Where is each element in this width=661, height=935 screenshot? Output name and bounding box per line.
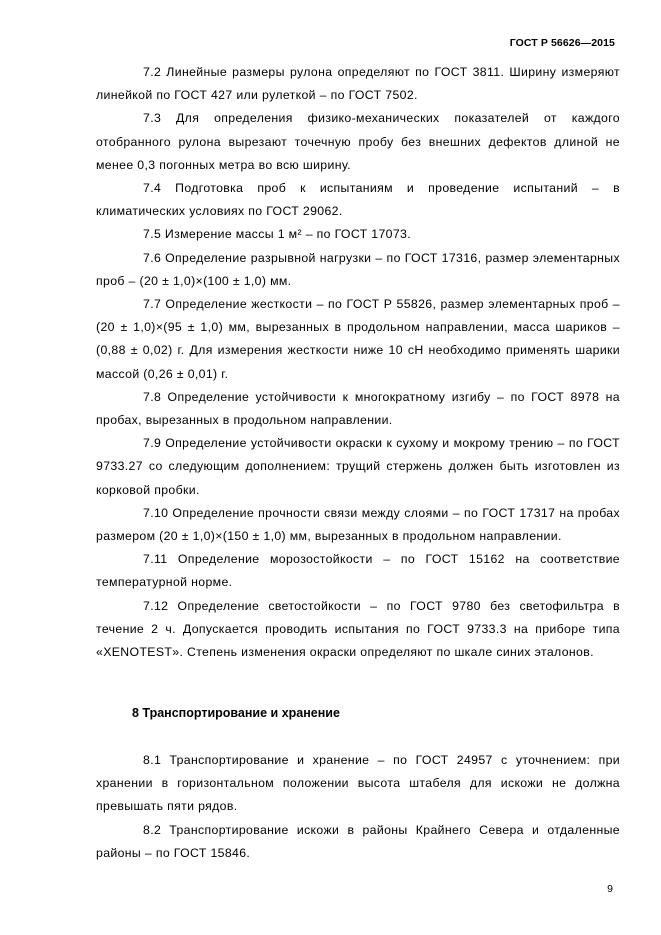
paragraph-7-10: 7.10 Определение прочности связи между слоями – по ГОСТ 17317 на пробах размером (20 ± 1,0)×(150 ± 1,0) мм, вырезанных в продольном направлении.	[96, 505, 620, 544]
paragraph-8-1: 8.1 Транспортирование и хранение – по ГОСТ 24957 с уточнением: при хранении в горизонтальном положении высота штабеля для искожи не должна превышать пяти рядов.	[96, 753, 620, 814]
paragraph-7-6: 7.6 Определение разрывной нагрузки – по ГОСТ 17316, размер элементарных проб – (20 ± 1,0)×(100 ± 1,0) мм.	[96, 250, 620, 288]
paragraph-7-5: 7.5 Измерение массы 1 м² – по ГОСТ 17073.	[143, 227, 412, 242]
section-8-body	[96, 749, 620, 865]
page-header: ГОСТ Р 56626—2015	[509, 37, 615, 49]
page-number: 9	[607, 883, 613, 895]
paragraph-7-8: 7.8 Определение устойчивости к многократному изгибу – по ГОСТ 8978 на пробах, вырезанных в продольном направлении.	[96, 389, 620, 428]
section-8-heading: 8 Транспортирование и хранение	[132, 706, 340, 720]
paragraph-8-2: 8.2 Транспортирование искожи в районы Крайнего Севера и отдаленные районы – по ГОСТ 15846.	[96, 822, 620, 860]
paragraph-7-4: 7.4 Подготовка проб к испытаниям и проведение испытаний – в климатических условиях по ГОСТ 29062.	[96, 181, 620, 219]
paragraph-7-7: 7.7 Определение жесткости – по ГОСТ Р 55826, размер элементарных проб – (20 ± 1,0)×(95 ± 1,0) мм, вырезанных в продольном направлении, масса шариков – (0,88 ± 0,02) г. Для измерения жесткости ниже 10 сН необходимо применять шарики массой (0,26 ± 0,01) г.	[96, 297, 620, 381]
paragraph-7-3: 7.3 Для определения физико-механических показателей от каждого отобранного рулона вырезают точечную пробу без внешних дефектов длиной не менее 0,3 погонных метра во всю ширину.	[96, 111, 620, 172]
paragraph-7-9: 7.9 Определение устойчивости окраски к сухому и мокрому трению – по ГОСТ 9733.27 со следующим дополнением: трущий стержень должен быть изготовлен из корковой пробки.	[96, 436, 620, 497]
section-7-body	[96, 61, 620, 664]
paragraph-7-2: 7.2 Линейные размеры рулона определяют по ГОСТ 3811. Ширину измеряют линейкой по ГОСТ 427 или рулеткой – по ГОСТ 7502.	[96, 65, 620, 103]
paragraph-7-11: 7.11 Определение морозостойкости – по ГОСТ 15162 на соответствие температурной норме.	[96, 552, 620, 590]
paragraph-7-12: 7.12 Определение светостойкости – по ГОСТ 9780 без светофильтра в течение 2 ч. Допускается проводить испытания по ГОСТ 9733.3 на приборе типа «XENOTEST». Степень изменения окраски определяют по шкале синих эталонов.	[96, 598, 620, 660]
